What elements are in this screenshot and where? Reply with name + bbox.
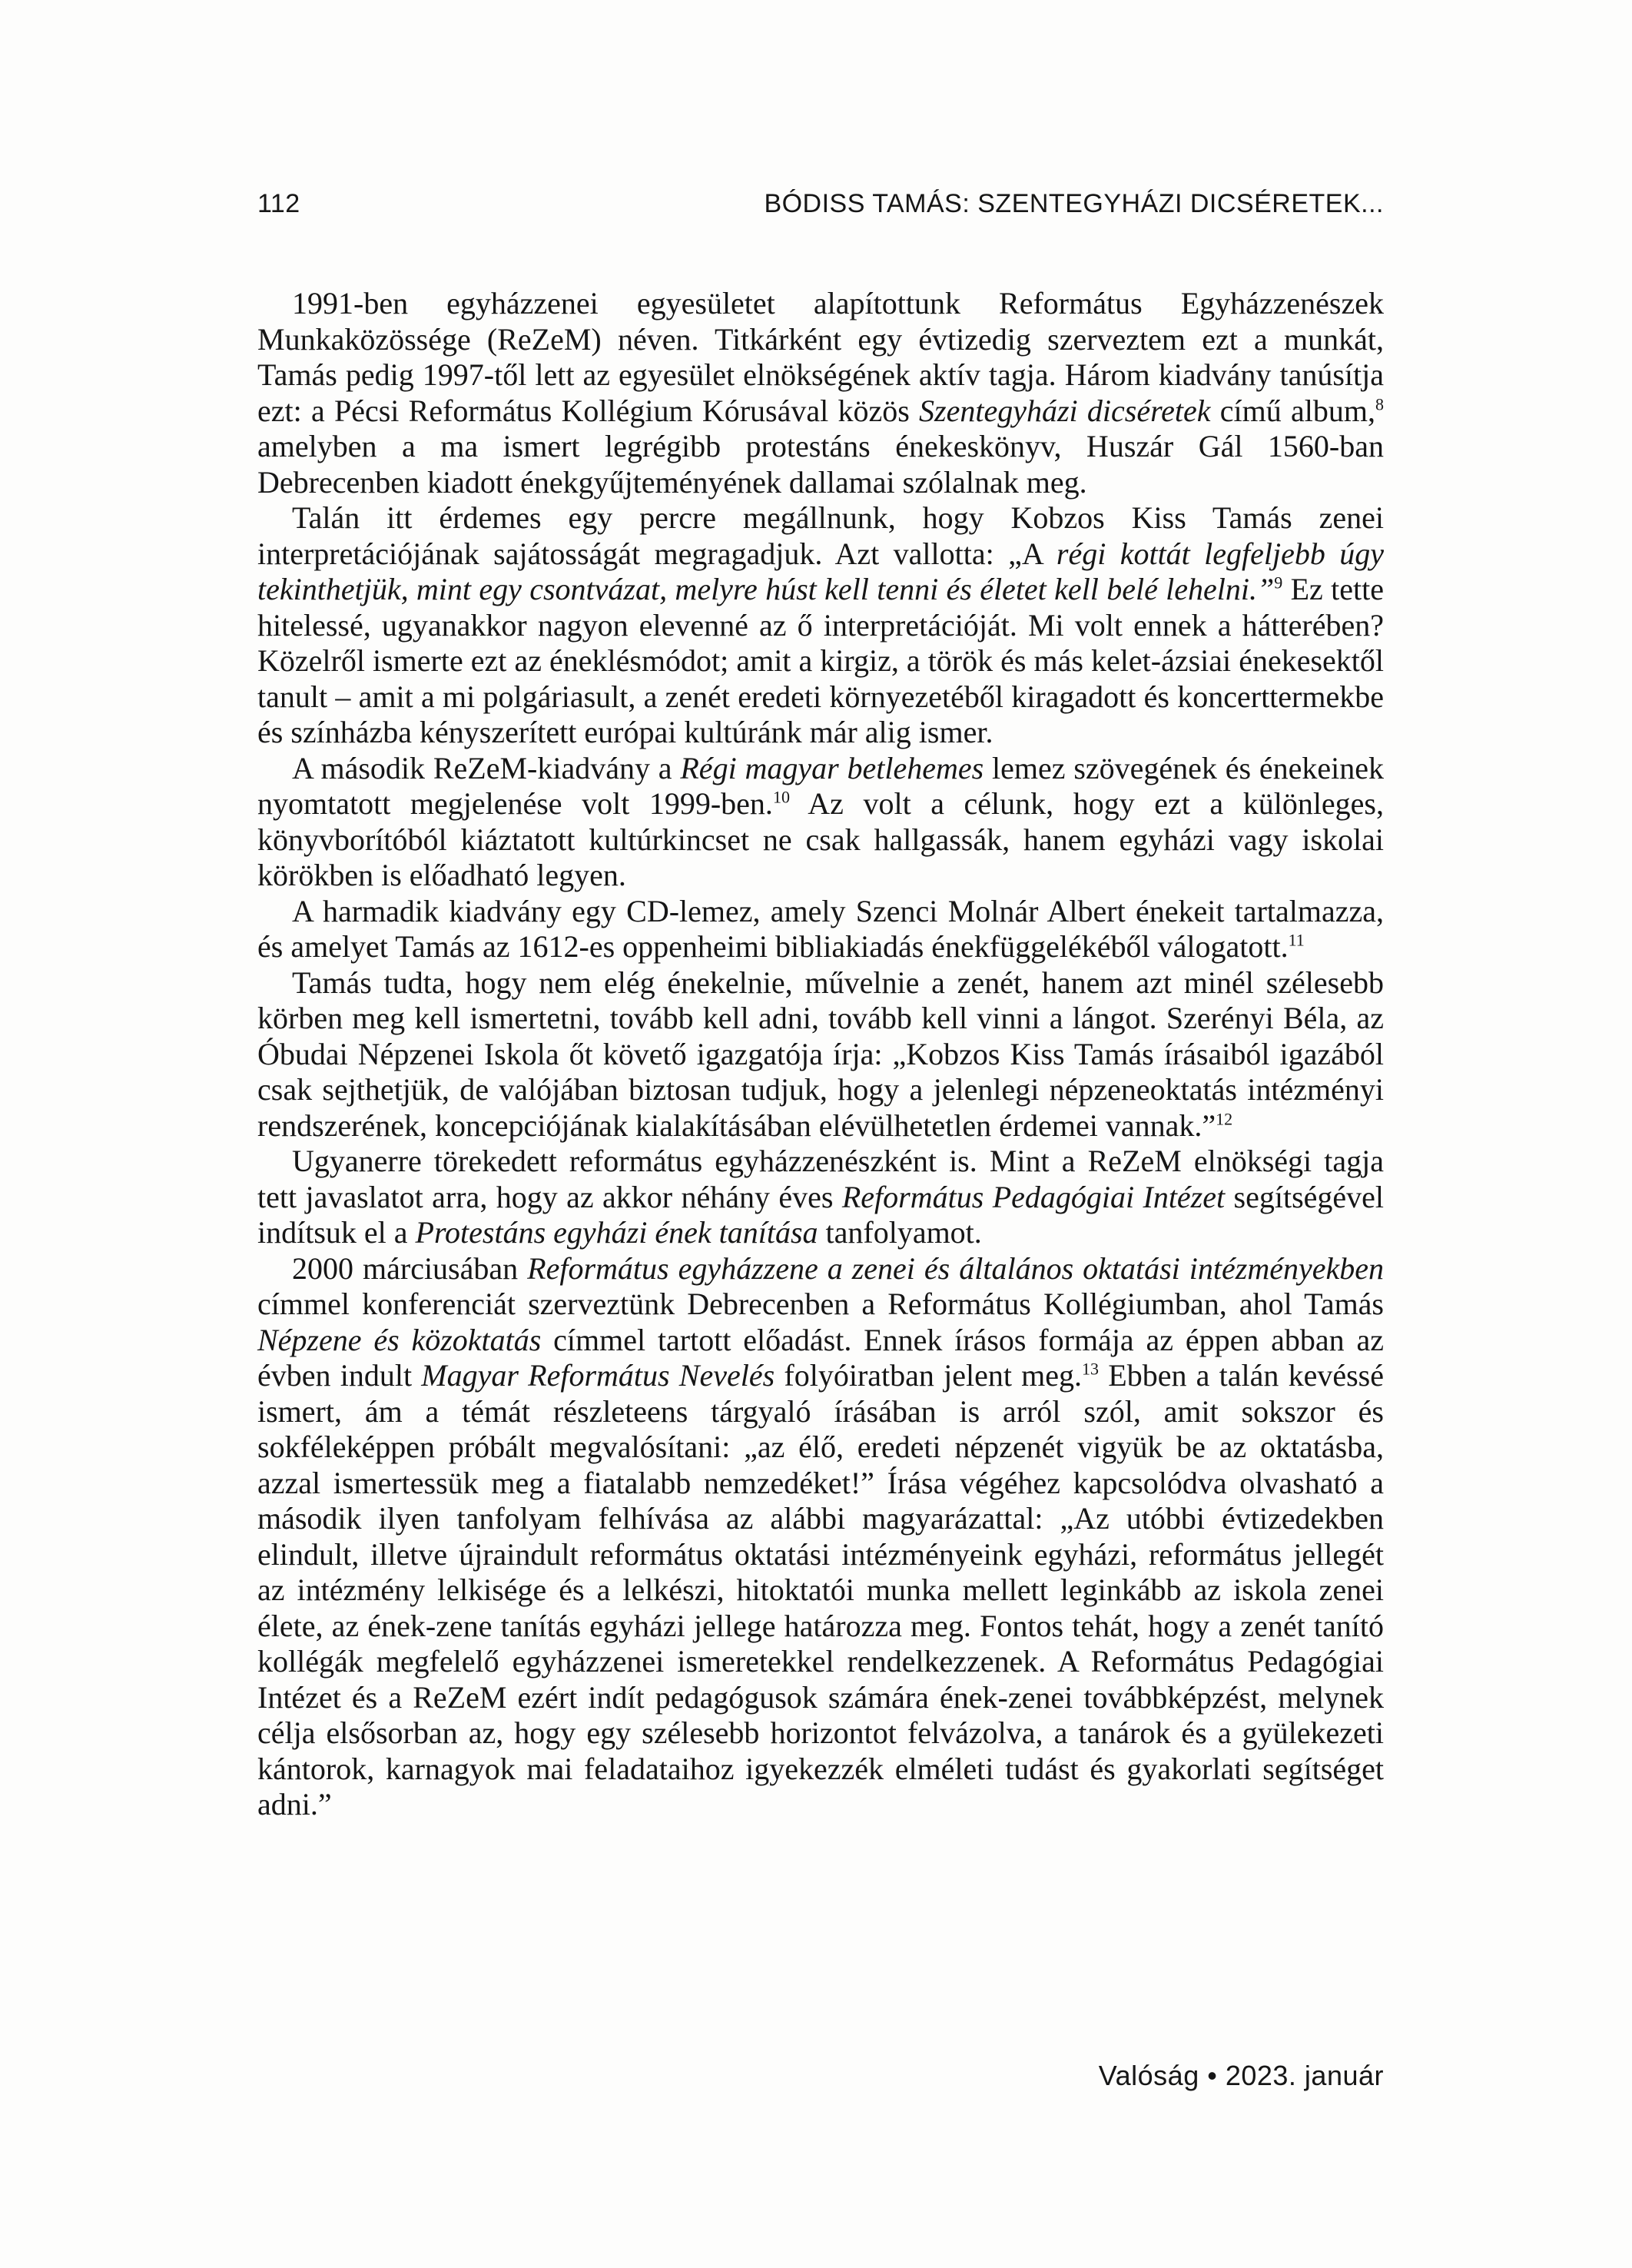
text-run: A harmadik kiadvány egy CD-lemez, amely Szenci Molnár Albert énekeit tartalmazza, és amelyet Tamás az 1612-es oppenheimi bibliakiadás énekfüggelékéből válogatott. xyxy=(257,893,1384,964)
text-run: Tamás tudta, hogy nem elég énekelnie, művelnie a zenét, hanem azt minél szélesebb körben meg kell ismertetni, tovább kell adni, tovább kell vinni a lángot. Szerényi Béla, az Óbudai Népzenei Iskola őt követő igazgatója írja: „Kobzos Kiss Tamás írásaiból igazából csak sejthetjük, de valójában biztosan tudjuk, hogy a jelenlegi népzeneoktatás intézményi rendszerének, koncepciójának kialakításában elévülhetetlen érdemei vannak.” xyxy=(257,965,1384,1143)
text-run: Protestáns egyházi ének tanítása xyxy=(415,1215,818,1250)
footnote-reference: 13 xyxy=(1082,1359,1100,1379)
text-run: Református Pedagógiai Intézet xyxy=(841,1179,1226,1214)
text-run: Régi magyar betlehemes xyxy=(680,750,984,785)
text-run: tanfolyamot. xyxy=(818,1215,982,1250)
footnote-reference: 12 xyxy=(1216,1109,1233,1129)
text-run: Népzene és közoktatás xyxy=(257,1322,542,1357)
paragraph xyxy=(257,1144,1384,1251)
text-run: címmel tartott előadást. Ennek írásos formája az éppen abban az évben indult xyxy=(257,1322,1384,1393)
paragraph xyxy=(257,965,1384,1144)
text-run: címmel konferenciát szerveztünk Debrecenben a Református Kollégiumban, ahol Tamás xyxy=(257,1287,1384,1321)
paragraph xyxy=(257,500,1384,751)
text-run: Ebben a talán kevéssé ismert, ám a témát részleteens tárgyaló írásában is arról szól, amit sokszor és sokféleképpen próbált megvalósítani: „az élő, eredeti népzenét vigyük be az oktatásba, azzal ismertessük meg a fiatalabb nemzedéket!” Írása végéhez kapcsolódva olvasható a második ilyen tanfolyam felhívása az alábbi magyarázattal: „Az utóbbi évtizedekben elindult, illetve újraindult református oktatási intézményeink egyházi, református jellegét az intézmény lelkisége és a lelkészi, hitoktatói munka mellett leginkább az iskola zenei élete, az ének-zene tanítás egyházi jellege határozza meg. Fontos tehát, hogy a zenét tanító kollégák megfelelő egyházzenei ismeretekkel rendelkezzenek. A Református Pedagógiai Intézet és a ReZeM ezért indít pedagógusok számára ének-zenei továbbképzést, melynek célja elsősorban az, hogy egy szélesebb horizontot felvázolva, a tanárok és a gyülekezeti kántorok, karnagyok mai feladataihoz igyekezzék elméleti tudást és gyakorlati segítséget adni.” xyxy=(257,1358,1384,1821)
running-title: BÓDISS TAMÁS: SZENTEGYHÁZI DICSÉRETEK... xyxy=(764,189,1384,218)
article-body xyxy=(257,286,1384,1823)
footnote-reference: 10 xyxy=(772,787,790,807)
page-footer xyxy=(257,2060,1384,2092)
page-header xyxy=(257,189,1384,219)
text-run: című album, xyxy=(1210,393,1376,428)
text-run: Református egyházzene a zenei és általános oktatási intézményekben xyxy=(527,1250,1384,1286)
text-run: A második ReZeM-kiadvány a xyxy=(292,750,681,785)
text-run: Az volt a célunk, hogy ezt a különleges, könyvborítóból kiáztatott kultúrkincset ne csak hallgassák, hanem egyházi vagy iskolai körökben is előadható legyen. xyxy=(257,786,1385,892)
text-run: 1991-ben egyházzenei egyesületet alapítottunk Református Egyházzenészek Munkaközössége (ReZeM) néven. Titkárként egy évtizedig szerveztem ezt a munkát, Tamás pedig 1997-től lett az egyesület elnökségének aktív tagja. Három kiadvány tanúsítja ezt: a Pécsi Református Kollégium Kórusával közös xyxy=(257,286,1384,428)
text-run: Ugyanerre törekedett református egyházzenészként is. Mint a ReZeM elnökségi tagja tett javaslatot arra, hogy az akkor néhány éves xyxy=(257,1144,1384,1214)
text-run: Szentegyházi dicséretek xyxy=(919,393,1211,428)
page-number: 112 xyxy=(257,189,300,218)
paragraph xyxy=(257,894,1384,965)
text-run: amelyben a ma ismert legrégibb protestáns énekeskönyv, Huszár Gál 1560-ban Debrecenben kiadott énekgyűjteményének dallamai szólalnak meg. xyxy=(257,429,1384,500)
text-run: segítségével indítsuk el a xyxy=(257,1179,1385,1250)
text-run: régi kottát legfeljebb úgy tekinthetjük, mint egy csontvázat, melyre húst kell tenni és életet kell belé lehelni.” xyxy=(257,536,1385,606)
footnote-reference: 11 xyxy=(1288,930,1305,950)
text-run: Magyar Református Nevelés xyxy=(421,1358,775,1393)
text-run: lemez szövegének és énekeinek nyomtatott megjelenése volt 1999-ben. xyxy=(257,750,1385,821)
text-run: 2000 márciusában xyxy=(292,1250,528,1286)
footnote-reference: 9 xyxy=(1274,573,1283,593)
paragraph xyxy=(257,1251,1384,1823)
footer-journal-date: Valóság • 2023. január xyxy=(1098,2060,1384,2091)
text-run: Ez tette hitelessé, ugyanakkor nagyon elevenné az ő interpretációját. Mi volt ennek a hátterében? Közelről ismerte ezt az éneklésmódot; amit a kirgiz, a török és más kelet-ázsiai énekesektől tanult – amit a mi polgáriasult, a zenét eredeti környezetéből kiragadott és koncerttermekbe és színházba kényszerített európai kultúránk már alig ismer. xyxy=(257,572,1384,749)
paragraph xyxy=(257,751,1384,894)
footnote-reference: 8 xyxy=(1375,394,1385,414)
text-run: folyóiratban jelent meg. xyxy=(775,1358,1083,1393)
paragraph xyxy=(257,286,1384,500)
text-run: Talán itt érdemes egy percre megállnunk, hogy Kobzos Kiss Tamás zenei interpretációjának sajátosságát megragadjuk. Azt vallotta: „A xyxy=(257,500,1384,571)
